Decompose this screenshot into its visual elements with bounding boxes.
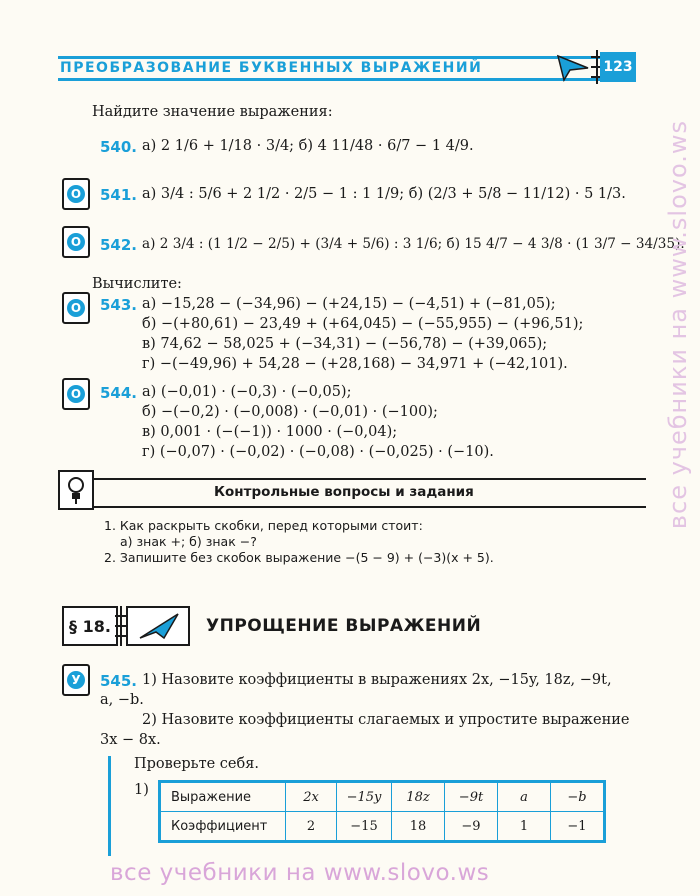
control-question-1: 1. Как раскрыть скобки, перед которыми стоит: <box>104 518 423 533</box>
table-row-label: Выражение <box>161 783 286 812</box>
control-rule-top <box>94 478 646 480</box>
table-cell: 2 <box>286 812 337 841</box>
problem-544-number: 544. <box>100 384 138 402</box>
pen-arrow-box <box>126 606 190 646</box>
oral-task-icon: O <box>62 178 90 210</box>
instruction-compute: Вычислите: <box>92 276 182 292</box>
bottom-watermark: все учебники на www.slovo.ws <box>110 860 490 886</box>
table-cell: −9t <box>445 783 498 812</box>
instruction-find-value: Найдите значение выражения: <box>92 104 333 120</box>
problem-545-line-2: a, −b. <box>100 692 144 708</box>
problem-545-line-1: 1) Назовите коэффициенты в выражениях 2x, −15y, 18z, −9t, <box>142 672 612 688</box>
table-row <box>161 783 604 812</box>
table-cell: −1 <box>551 812 604 841</box>
problem-543-line-d: г) −(−49,96) + 54,28 − (+28,168) − 34,971 + (−42,101). <box>142 356 568 372</box>
page-number: 123 <box>600 52 636 82</box>
running-header-title: ПРЕОБРАЗОВАНИЕ БУКВЕННЫХ ВЫРАЖЕНИЙ <box>60 60 483 76</box>
table-cell: 18z <box>392 783 445 812</box>
problem-544-line-b: б) −(−0,2) · (−0,008) · (−0,01) · (−100); <box>142 404 438 420</box>
table-cell: −15 <box>337 812 392 841</box>
problem-540-expression: а) 2 1/6 + 1/18 · 3/4; б) 4 11/48 · 6/7 − 1 4/9. <box>142 138 474 154</box>
section-label-box <box>62 606 118 646</box>
control-rule-bottom <box>94 506 646 508</box>
oral-task-icon: O <box>62 226 90 258</box>
problem-543-line-c: в) 74,62 − 58,025 + (−34,31) − (−56,78) − (+39,065); <box>142 336 548 352</box>
control-question-1-options: а) знак +; б) знак −? <box>120 534 257 549</box>
problem-540-number: 540. <box>100 138 138 156</box>
oral-task-icon: O <box>62 378 90 410</box>
coefficient-table-frame <box>158 780 606 843</box>
problem-541-expression: а) 3/4 : 5/6 + 2 1/2 · 2/5 − 1 : 1 1/9; б) (2/3 + 5/8 − 11/12) · 5 1/3. <box>142 186 626 202</box>
coefficient-table <box>160 782 604 841</box>
table-cell: 2x <box>286 783 337 812</box>
control-question-2: 2. Запишите без скобок выражение −(5 − 9) + (−3)(x + 5). <box>104 550 494 565</box>
table-cell: −9 <box>445 812 498 841</box>
table-cell: −15y <box>337 783 392 812</box>
problem-542-number: 542. <box>100 236 138 254</box>
pen-arrow-icon <box>556 52 590 82</box>
table-cell: 18 <box>392 812 445 841</box>
problem-545-line-4: 3x − 8x. <box>100 732 161 748</box>
check-yourself-label: Проверьте себя. <box>134 756 259 772</box>
problem-545-line-3: 2) Назовите коэффициенты слагаемых и упростите выражение <box>142 712 630 728</box>
oral-task-icon: O <box>62 292 90 324</box>
lightbulb-icon <box>58 470 94 510</box>
table-row-label: Коэффициент <box>161 812 286 841</box>
problem-545-number: 545. <box>100 672 138 690</box>
table-cell: −b <box>551 783 604 812</box>
u-task-icon: У <box>62 664 90 696</box>
table-row <box>161 812 604 841</box>
header-rule-bottom <box>58 78 613 81</box>
check-item-number: 1) <box>134 782 149 798</box>
table-cell: a <box>498 783 551 812</box>
section-title: УПРОЩЕНИЕ ВЫРАЖЕНИЙ <box>206 616 482 636</box>
side-watermark: все учебники на www.slovo.ws <box>664 120 692 530</box>
problem-544-line-d: г) (−0,07) · (−0,02) · (−0,08) · (−0,025) · (−10). <box>142 444 494 460</box>
problem-544-line-c: в) 0,001 · (−(−1)) · 1000 · (−0,04); <box>142 424 398 440</box>
table-cell: 1 <box>498 812 551 841</box>
section-label: § 18. <box>69 616 111 636</box>
pen-arrow-icon <box>128 608 188 644</box>
control-questions-title: Контрольные вопросы и задания <box>214 484 474 500</box>
problem-542-expression: а) 2 3/4 : (1 1/2 − 2/5) + (3/4 + 5/6) : 3 1/6; б) 15 4/7 − 4 3/8 · (1 3/7 − 34/35). <box>142 236 685 252</box>
problem-544-line-a: а) (−0,01) · (−0,3) · (−0,05); <box>142 384 352 400</box>
problem-543-number: 543. <box>100 296 138 314</box>
problem-543-line-a: а) −15,28 − (−34,96) − (+24,15) − (−4,51) + (−81,05); <box>142 296 556 312</box>
check-bar <box>108 756 111 856</box>
problem-543-line-b: б) −(+80,61) − 23,49 + (+64,045) − (−55,955) − (+96,51); <box>142 316 584 332</box>
header-rule-top <box>58 56 613 59</box>
problem-541-number: 541. <box>100 186 138 204</box>
